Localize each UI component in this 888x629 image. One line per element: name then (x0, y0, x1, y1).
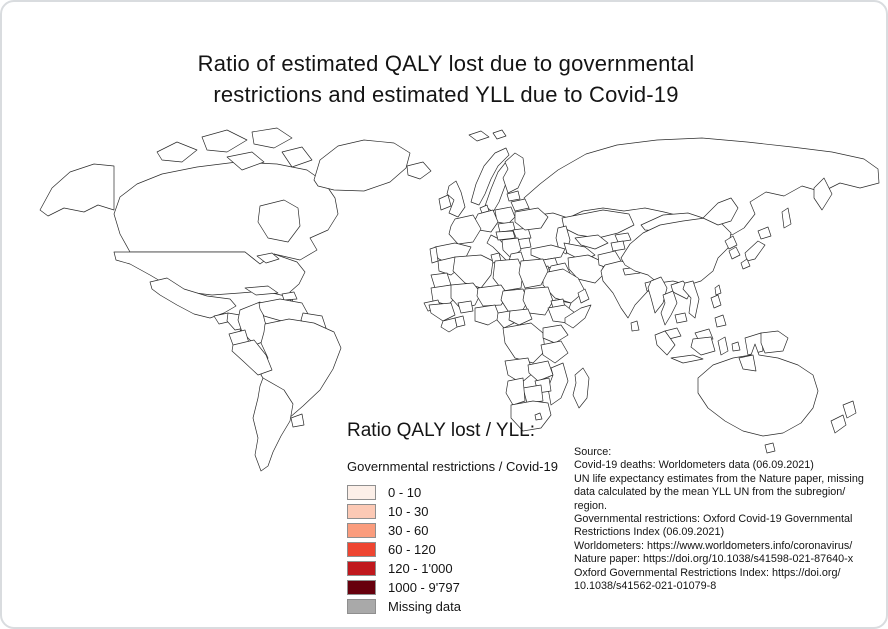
map-region-sakhalin (782, 208, 791, 228)
map-region-madagascar (573, 368, 589, 408)
map-region-ghana-togo (455, 316, 465, 327)
map-region-sulawesi (718, 337, 728, 355)
map-region-finland (503, 153, 525, 193)
map-region-nigeria (475, 305, 500, 325)
legend-row (347, 483, 558, 502)
legend-subtitle: Governmental restrictions / Covid-19 (347, 459, 558, 474)
legend-items (347, 483, 558, 616)
map-region-arctic-islands (202, 130, 247, 152)
legend-label: 10 - 30 (388, 504, 429, 519)
map-region-uruguay (291, 414, 304, 427)
legend-swatch-0-10 (347, 485, 376, 500)
legend-swatch-10-30 (347, 504, 376, 519)
legend-label: Missing data (388, 599, 461, 614)
legend-label: 30 - 60 (388, 523, 429, 538)
source-line: Restrictions Index (06.09.2021) (574, 526, 725, 539)
map-region-svalbard (469, 131, 489, 141)
map-region-botswana (523, 385, 543, 403)
map-region-dr-congo (503, 323, 545, 363)
map-region-tanzania (541, 341, 568, 363)
legend-row (347, 578, 558, 597)
map-region-new-zealand-north (843, 401, 856, 418)
source-line: Governmental restrictions: Oxford Covid-19 Governmental (574, 513, 853, 526)
map-region-south-korea (729, 247, 740, 259)
map-region-canada (114, 162, 338, 264)
map-region-java (671, 355, 703, 363)
legend-label: 60 - 120 (388, 542, 436, 557)
map-region-philippines-mindanao (715, 315, 726, 327)
map-region-iceland (407, 162, 431, 179)
source-line: Worldometers: https://www.worldometers.info/coronavirus/ (574, 539, 853, 552)
map-region-new-zealand-south (831, 415, 846, 433)
map-region-united-kingdom (447, 181, 465, 217)
map-region-borneo-indonesia (691, 337, 715, 355)
map-region-arctic-islands (252, 128, 292, 148)
figure-title-line2: restrictions and estimated YLL due to Covid-19 (213, 82, 679, 107)
map-region-czech-slovakia (498, 222, 515, 232)
map-region-arctic-islands (282, 147, 312, 167)
source-line: Source: (574, 446, 612, 458)
legend-label: 1000 - 9'797 (388, 580, 460, 595)
legend-row (347, 540, 558, 559)
map-region-namibia (506, 378, 525, 405)
map-region-guinea (429, 303, 455, 321)
map-region-burkina-faso (458, 301, 473, 313)
figure-title-line1: Ratio of estimated QALY lost due to governmental (197, 51, 695, 76)
map-region-taiwan (715, 285, 721, 295)
legend-title: Ratio QALY lost / YLL: (347, 420, 535, 441)
map-region-greenland (314, 140, 410, 191)
source-line: region. (574, 499, 608, 512)
legend-row (347, 559, 558, 578)
map-region-moluccas (732, 342, 740, 351)
legend-row (347, 502, 558, 521)
map-region-alaska (40, 164, 114, 216)
legend-label: 0 - 10 (388, 485, 422, 500)
map-region-ireland (439, 195, 451, 210)
map-region-philippines-luzon (711, 295, 721, 308)
map-region-tajikistan (611, 241, 625, 251)
legend-row (347, 597, 558, 616)
map-legend (347, 420, 558, 616)
source-line: 10.1038/s41562-021-01079-8 (574, 580, 717, 593)
map-region-papua-new-guinea (761, 331, 788, 353)
legend-swatch-30-60 (347, 523, 376, 538)
map-region-svalbard (493, 130, 506, 139)
map-region-cambodia (675, 313, 687, 323)
source-line: Covid-19 deaths: Worldometers data (06.09.2021) (574, 459, 814, 472)
source-line: Nature paper: https://doi.org/10.1038/s41598-021-87640-x (574, 553, 854, 566)
map-region-sri-lanka (631, 321, 639, 331)
map-region-uganda-kenya (543, 325, 568, 343)
source-line: data calculated by the mean YLL UN from the subregion/ (574, 486, 846, 499)
legend-swatch-120-1000 (347, 561, 376, 576)
figure-title (2, 48, 888, 110)
legend-row (347, 521, 558, 540)
source-note (574, 446, 874, 593)
legend-swatch-1000-9797 (347, 580, 376, 595)
map-region-australia (698, 344, 818, 436)
map-region-arctic-islands (157, 142, 197, 162)
map-region-turkey (531, 245, 565, 260)
map-region-thailand (661, 291, 677, 325)
legend-label: 120 - 1'000 (388, 561, 453, 576)
source-line: UN life expectancy estimates from the Nature paper, missing (574, 472, 864, 485)
legend-swatch-60-120 (347, 542, 376, 557)
legend-swatch-missing-data (347, 599, 376, 614)
map-region-japan (758, 227, 771, 239)
map-region-vietnam (683, 281, 699, 318)
map-region-japan (745, 241, 765, 261)
source-line: Oxford Governmental Restrictions Index: https://doi.org/ (574, 566, 841, 579)
